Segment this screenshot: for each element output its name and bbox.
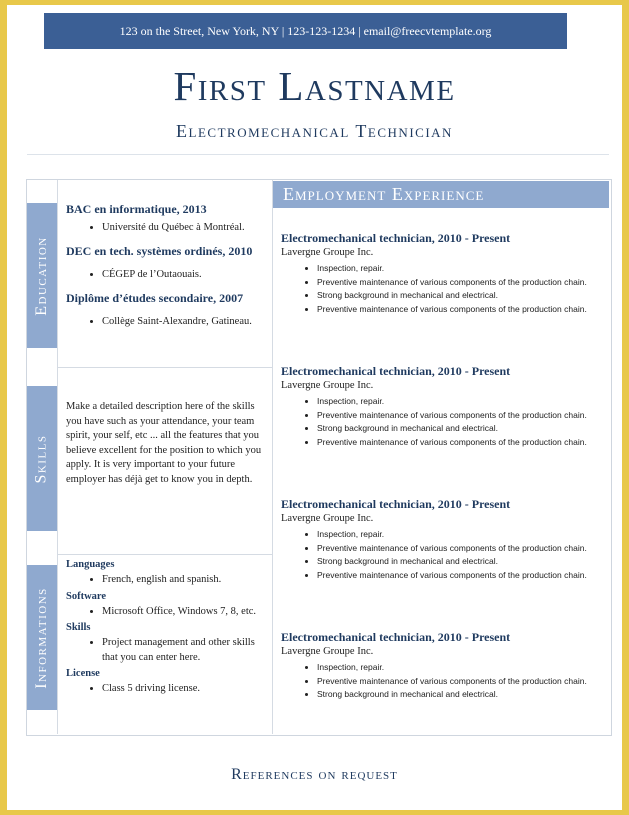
candidate-name: First Lastname	[173, 63, 456, 109]
education-school: • CÉGEP de l’Outaouais.	[102, 268, 270, 282]
job-position: Electromechanical technician, 2010 - Present	[281, 497, 511, 511]
education-section	[66, 202, 270, 338]
info-label: Skills	[66, 622, 91, 634]
education-list	[66, 315, 270, 329]
job-company: Lavergne Groupe Inc.	[281, 247, 374, 258]
job-duty: • Preventive maintenance of various components of the production chain.	[317, 276, 591, 290]
info-list	[66, 573, 270, 588]
informations-section	[66, 558, 270, 699]
info-item: • Class 5 driving license.	[102, 682, 270, 697]
info-item: • Microsoft Office, Windows 7, 8, etc.	[102, 605, 270, 620]
job-position: Electromechanical technician, 2010 - Present	[281, 630, 511, 644]
education-list	[66, 268, 270, 282]
education-degree: BAC en informatique, 2013	[66, 202, 207, 216]
job-company: Lavergne Groupe Inc.	[281, 646, 374, 657]
job-duty: • Inspection, repair.	[317, 528, 591, 542]
info-label: Software	[66, 590, 107, 602]
skills-info-divider	[58, 554, 272, 555]
job-entry	[281, 230, 591, 363]
education-school: • Collège Saint-Alexandre, Gatineau.	[102, 315, 270, 329]
job-duty: • Preventive maintenance of various components of the production chain.	[317, 303, 591, 317]
job-duties	[281, 395, 591, 449]
job-duty: • Preventive maintenance of various components of the production chain.	[317, 436, 591, 450]
contact-info: 123 on the Street, New York, NY | 123-123-1234 | email@freecvtemplate.org	[119, 23, 492, 38]
job-position: Electromechanical technician, 2010 - Present	[281, 364, 511, 378]
job-entry	[281, 363, 591, 496]
info-label: License	[66, 668, 100, 680]
skills-tab	[27, 386, 57, 531]
skills-heading: Skills	[33, 433, 50, 484]
info-list	[66, 682, 270, 697]
column-divider	[272, 180, 273, 734]
education-degree: Diplôme d’études secondaire, 2007	[66, 291, 244, 305]
education-tab	[27, 203, 57, 348]
informations-heading: Informations	[33, 586, 51, 689]
job-duty: • Preventive maintenance of various components of the production chain.	[317, 409, 591, 423]
job-company: Lavergne Groupe Inc.	[281, 513, 374, 524]
job-title: Electromechanical Technician	[176, 121, 453, 141]
job-duty: • Inspection, repair.	[317, 395, 591, 409]
employment-header	[273, 181, 609, 208]
job-duties	[281, 528, 591, 582]
job-duties	[281, 661, 591, 702]
info-list	[66, 636, 270, 665]
job-duty: • Preventive maintenance of various components of the production chain.	[317, 675, 591, 689]
education-degree: DEC en tech. systèmes ordinés, 2010	[66, 244, 253, 258]
tab-column-divider	[57, 180, 58, 734]
job-duty: • Strong background in mechanical and electrical.	[317, 422, 591, 436]
job-duty: • Preventive maintenance of various components of the production chain.	[317, 542, 591, 556]
job-position: Electromechanical technician, 2010 - Present	[281, 231, 511, 245]
job-duty: • Preventive maintenance of various components of the production chain.	[317, 569, 591, 583]
info-item: • French, english and spanish.	[102, 573, 270, 588]
informations-tab	[27, 565, 57, 710]
contact-bar	[44, 13, 567, 49]
education-list	[66, 221, 270, 235]
job-duty: • Strong background in mechanical and electrical.	[317, 289, 591, 303]
references-note: References on request	[231, 766, 398, 783]
employment-list	[281, 230, 591, 762]
skills-description: Make a detailed description here of the skills you have such as your attendance, your team spirit, your self, etc ... all the features that you believe excellent for the position to which you apply. It is very important to your future employer has déjà get to know you in depth.	[66, 401, 262, 485]
education-heading: Education	[33, 235, 50, 316]
info-item: • Project management and other skills that you can enter here.	[102, 636, 270, 665]
job-duties	[281, 262, 591, 316]
job-duty: • Strong background in mechanical and electrical.	[317, 688, 591, 702]
job-entry	[281, 629, 591, 762]
job-entry	[281, 496, 591, 629]
info-label: Languages	[66, 559, 115, 570]
job-duty: • Strong background in mechanical and electrical.	[317, 555, 591, 569]
header-divider	[27, 154, 609, 155]
employment-heading: Employment Experience	[283, 184, 485, 204]
job-duty: • Inspection, repair.	[317, 661, 591, 675]
education-school: • Université du Québec à Montréal.	[102, 221, 270, 235]
education-skills-divider	[58, 367, 272, 368]
info-list	[66, 605, 270, 620]
job-duty: • Inspection, repair.	[317, 262, 591, 276]
job-company: Lavergne Groupe Inc.	[281, 380, 374, 391]
